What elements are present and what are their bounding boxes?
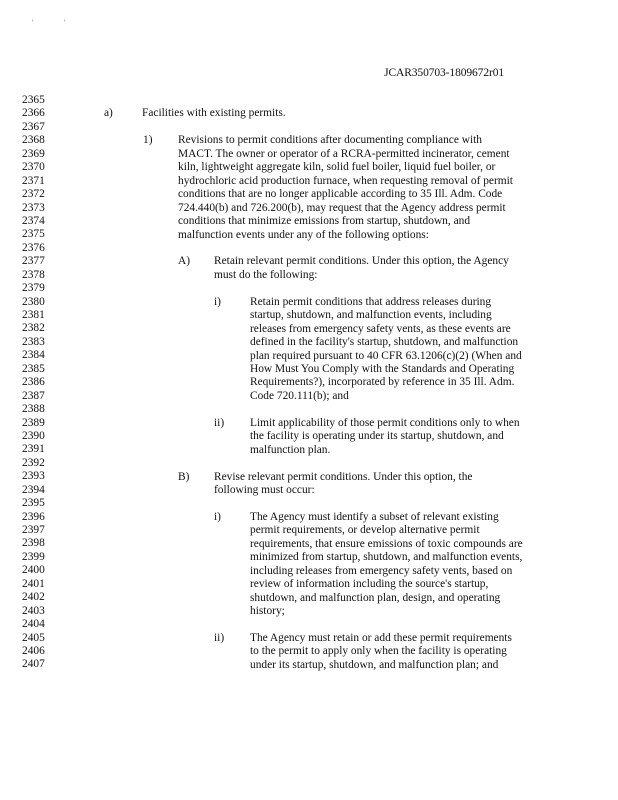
line-number: 2371 xyxy=(22,174,45,187)
option-B-item-i xyxy=(0,511,618,619)
scan-mark: ' xyxy=(64,18,66,28)
text-line: MACT. The owner or operator of a RCRA-permitted incinerator, cement xyxy=(178,147,510,160)
text-line: The Agency must identify a subset of relevant existing xyxy=(250,510,499,523)
subsection-a xyxy=(0,107,618,120)
text-line: Code 720.111(b); and xyxy=(250,389,349,402)
option-B-item-i-label: i) xyxy=(214,510,221,523)
text-line: defined in the facility's startup, shutdown, and malfunction xyxy=(250,336,519,349)
option-A-label: A) xyxy=(178,255,191,268)
text-line: must do the following: xyxy=(214,268,318,281)
text-line: permit requirements, or develop alternative permit xyxy=(250,524,480,537)
document-id: JCAR350703-1809672r01 xyxy=(384,67,504,79)
line-number: 2368 xyxy=(22,134,45,147)
subsection-a-text xyxy=(142,107,618,120)
text-line: How Must You Comply with the Standards and Operating xyxy=(250,363,515,375)
option-B-item-ii-text xyxy=(250,632,618,672)
paragraph-1-label: 1) xyxy=(143,134,153,147)
line-number: 2381 xyxy=(22,309,45,321)
line-number: 2403 xyxy=(22,604,45,617)
text-line: Revise relevant permit conditions. Under this option, the xyxy=(214,470,473,483)
text-line: releases from emergency safety vents, as these events are xyxy=(250,322,511,335)
text-line: review of information including the source's startup, xyxy=(250,578,489,591)
line-number: 2400 xyxy=(22,564,45,577)
line-number: 2401 xyxy=(22,577,45,590)
line-number: 2405 xyxy=(22,631,45,644)
text-line: 724.440(b) and 726.200(b), may request that the Agency address permit xyxy=(178,201,506,214)
line-number: 2365 xyxy=(22,94,45,106)
line-number: 2373 xyxy=(22,201,45,214)
text-line: conditions that are no longer applicable according to 35 Ill. Adm. Code xyxy=(178,188,503,201)
text-line: Facilities with existing permits. xyxy=(142,107,286,120)
page-body xyxy=(0,94,618,672)
option-B-label: B) xyxy=(178,470,190,483)
text-line: plan required pursuant to 40 CFR 63.1206(c)(2) (When and xyxy=(250,349,522,362)
line-number: 2399 xyxy=(22,550,45,563)
line-number: 2406 xyxy=(22,644,45,657)
option-B-item-ii xyxy=(0,632,618,672)
option-A-item-ii-label: ii) xyxy=(214,416,225,429)
line-number: 2386 xyxy=(22,376,45,389)
line-number: 2366 xyxy=(22,107,45,120)
text-line: including releases from emergency safety vents, based on xyxy=(250,564,513,577)
paragraph-1-text xyxy=(178,134,618,242)
text-line: shutdown, and malfunction plan, design, and operating xyxy=(250,591,501,604)
text-line: Retain relevant permit conditions. Under this option, the Agency xyxy=(214,255,509,268)
line-number: 2375 xyxy=(22,228,45,241)
option-A-item-i xyxy=(0,296,618,404)
option-B xyxy=(0,471,618,498)
option-B-text xyxy=(214,471,618,498)
line-number: 2382 xyxy=(22,322,45,335)
text-line: minimized from startup, shutdown, and malfunction events, xyxy=(250,551,523,564)
line-number: 2404 xyxy=(22,618,45,631)
option-B-item-i-text xyxy=(250,511,618,619)
line-number: 2395 xyxy=(22,497,45,510)
text-line: requirements, that ensure emissions of toxic compounds are xyxy=(250,537,523,550)
option-A-item-i-text xyxy=(250,296,618,404)
option-A-item-ii-text xyxy=(250,417,618,457)
line-number: 2389 xyxy=(22,416,45,429)
text-line: Retain permit conditions that address releases during xyxy=(250,295,492,308)
line-number: 2385 xyxy=(22,362,45,375)
line-number: 2391 xyxy=(22,443,45,456)
line-number: 2372 xyxy=(22,188,45,201)
scan-mark: ' xyxy=(32,18,34,28)
line-number: 2396 xyxy=(22,510,45,523)
line-number: 2393 xyxy=(22,470,45,483)
line-number: 2369 xyxy=(22,147,45,160)
text-line: malfunction events under any of the following options: xyxy=(178,228,429,241)
text-line: The Agency must retain or add these permit requirements xyxy=(250,632,512,644)
text-line: under its startup, shutdown, and malfunction plan; and xyxy=(250,658,499,671)
line-number: 2392 xyxy=(22,456,45,469)
text-line: malfunction plan. xyxy=(250,443,331,456)
text-line: hydrochloric acid production furnace, when requesting removal of permit xyxy=(178,174,513,187)
line-number: 2397 xyxy=(22,524,45,536)
line-number: 2378 xyxy=(22,268,45,281)
line-number: 2398 xyxy=(22,537,45,550)
line-number: 2384 xyxy=(22,349,45,362)
line-number: 2370 xyxy=(22,161,45,174)
line-number: 2402 xyxy=(22,591,45,604)
text-line: kiln, lightweight aggregate kiln, solid fuel boiler, liquid fuel boiler, or xyxy=(178,161,496,174)
text-line: the facility is operating under its startup, shutdown, and xyxy=(250,430,504,443)
line-number: 2380 xyxy=(22,295,45,308)
text-line: following must occur: xyxy=(214,484,315,497)
line-number: 2388 xyxy=(22,403,45,416)
line-number: 2379 xyxy=(22,282,45,295)
text-line: history; xyxy=(250,605,285,618)
option-B-item-ii-label: ii) xyxy=(214,632,225,644)
option-A-item-ii xyxy=(0,417,618,457)
line-number: 2387 xyxy=(22,389,45,402)
text-line: conditions that minimize emissions from startup, shutdown, and xyxy=(178,215,471,228)
text-line: to the permit to apply only when the facility is operating xyxy=(250,645,507,658)
line-number: 2376 xyxy=(22,241,45,254)
line-number: 2377 xyxy=(22,255,45,268)
option-A-item-i-label: i) xyxy=(214,295,221,308)
line-number: 2367 xyxy=(22,120,45,133)
text-line: Requirements?), incorporated by reference in 35 Ill. Adm. xyxy=(250,376,515,389)
line-number: 2383 xyxy=(22,335,45,348)
line-number: 2374 xyxy=(22,214,45,227)
paragraph-1 xyxy=(0,134,618,242)
text-line: startup, shutdown, and malfunction events, including xyxy=(250,309,492,322)
line-number: 2394 xyxy=(22,483,45,496)
option-A-text xyxy=(214,255,618,282)
line-number: 2407 xyxy=(22,658,45,671)
line-number: 2390 xyxy=(22,429,45,442)
option-A xyxy=(0,255,618,282)
text-line: Limit applicability of those permit conditions only to when xyxy=(250,416,520,429)
text-line: Revisions to permit conditions after documenting compliance with xyxy=(178,134,483,147)
subsection-a-label: a) xyxy=(104,107,113,120)
